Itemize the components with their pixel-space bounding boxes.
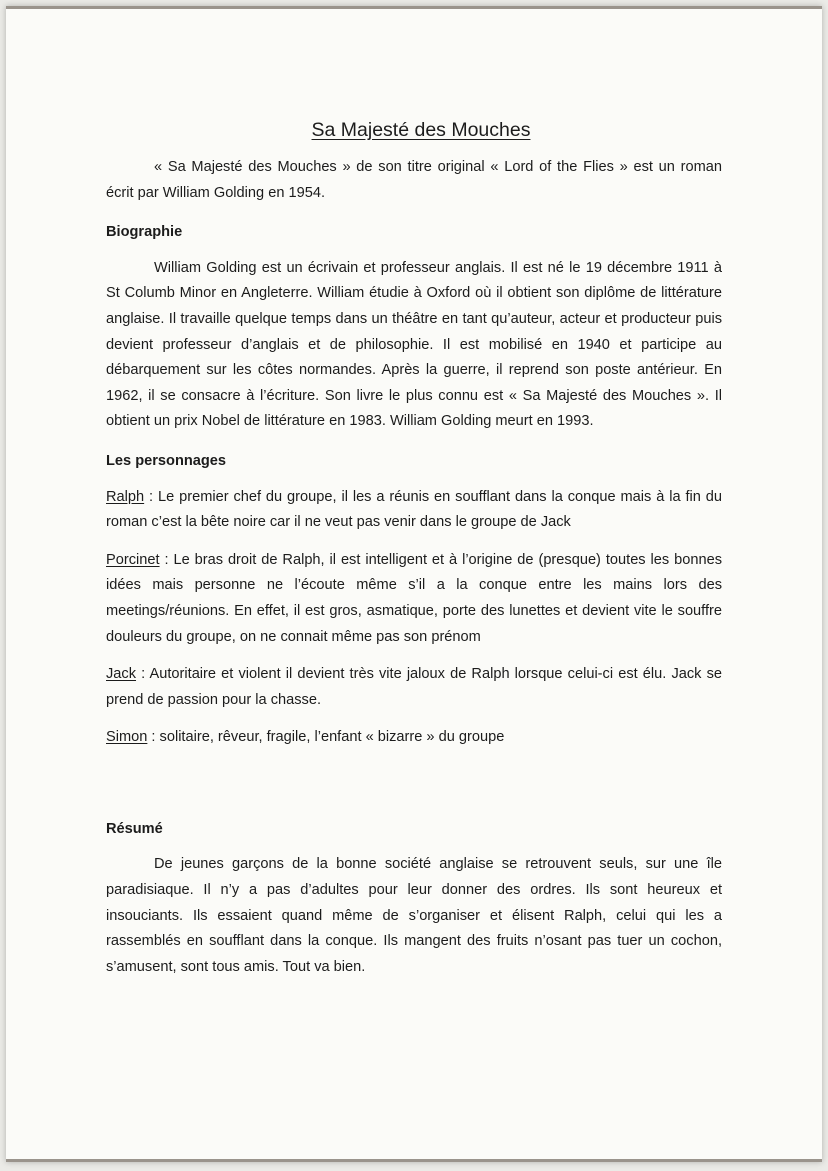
character-name: Porcinet (106, 551, 160, 568)
character-entry-simon (106, 725, 722, 751)
characters-heading: Les personnages (106, 452, 227, 469)
character-name: Jack (106, 666, 137, 683)
character-description: : Le bras droit de Ralph, il est intelligent et à l’origine de (presque) toutes les bonnes idées mais personne ne l’écoute même s’il a la conque entre les mains lors des meetings/réunions. En effet, il est gros, asmatique, porte des lunettes et devient vite le souffre douleurs du groupe, on ne connait même pas son prénom (106, 551, 722, 645)
intro-paragraph: « Sa Majesté des Mouches » de son titre original « Lord of the Flies » est un roman écrit par William Golding en 1954. (106, 159, 722, 201)
document-body (106, 117, 722, 980)
section-spacer (106, 763, 722, 803)
character-entry-jack (106, 662, 722, 713)
character-entry-ralph (106, 485, 722, 536)
character-name: Simon (106, 729, 148, 746)
biography-heading: Biographie (106, 224, 183, 241)
character-name: Ralph (106, 488, 145, 505)
character-description: : Le premier chef du groupe, il les a réunis en soufflant dans la conque mais à la fin du roman c’est la bête noire car il ne veut pas venir dans le groupe de Jack (106, 488, 722, 531)
summary-heading: Résumé (106, 820, 163, 837)
character-description: : solitaire, rêveur, fragile, l’enfant « bizarre » du groupe (147, 729, 505, 746)
biography-paragraph: William Golding est un écrivain et professeur anglais. Il est né le 19 décembre 1911 à St Columb Minor en Angleterre. William étudie à Oxford où il obtient son diplôme de littérature anglaise. Il travaille quelque temps dans un théâtre en tant qu’auteur, acteur et producteur puis devient professeur d’anglais et de philosophie. Il est mobilisé en 1940 et participe au débarquement sur les côtes normandes. Après la guerre, il reprend son poste antérieur. En 1962, il se consacre à l’écriture. Son livre le plus connu est « Sa Majesté des Mouches ». Il obtient un prix Nobel de littérature en 1983. William Golding meurt en 1993. (106, 259, 722, 430)
summary-paragraph: De jeunes garçons de la bonne société anglaise se retrouvent seuls, sur une île paradisiaque. Il n’y a pas d’adultes pour leur donner des ordres. Ils sont heureux et insouciants. Ils essaient quand même de s’organiser et élisent Ralph, celui qui les a rassemblés en soufflant dans la conque. Ils mangent des fruits n’osant pas tuer un cochon, s’amusent, sont tous amis. Tout va bien. (106, 856, 722, 975)
document-title: Sa Majesté des Mouches (311, 119, 531, 141)
paper-sheet (6, 6, 822, 1162)
character-entry-porcinet (106, 548, 722, 650)
character-description: : Autoritaire et violent il devient très vite jaloux de Ralph lorsque celui-ci est élu. Jack se prend de passion pour la chasse. (106, 666, 722, 708)
